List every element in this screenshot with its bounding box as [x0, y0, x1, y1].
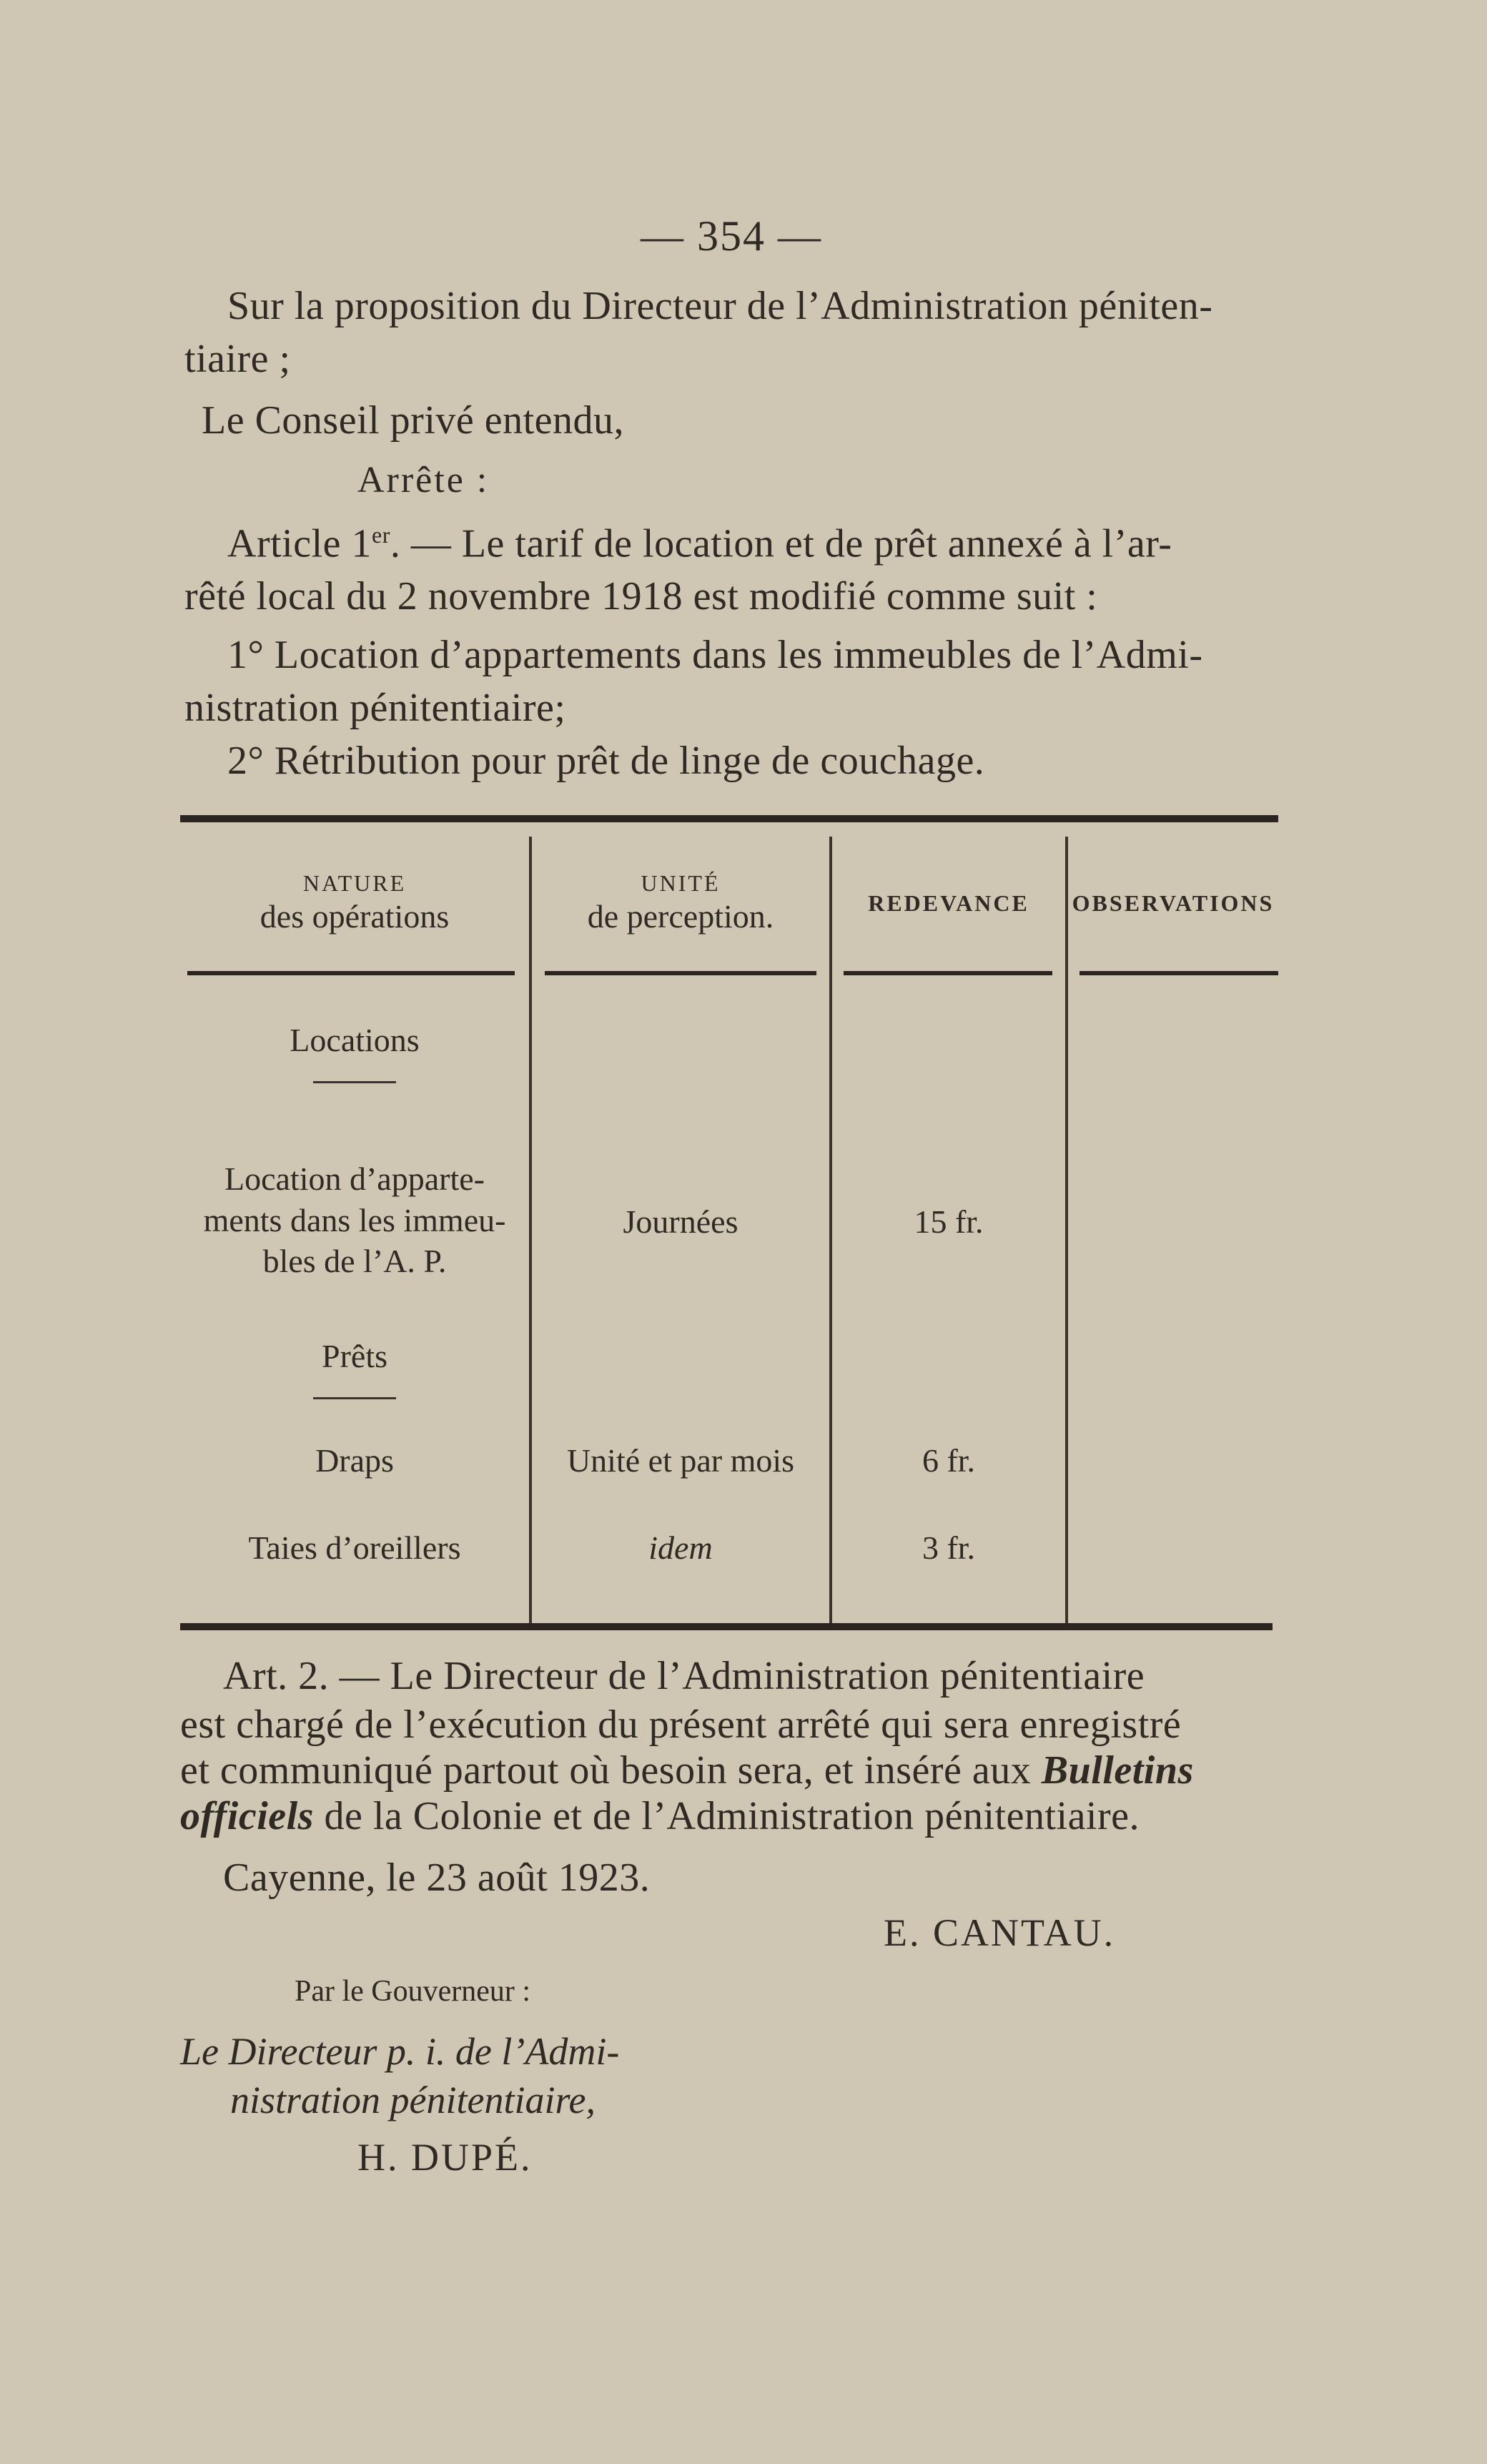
section-prets-rule [313, 1397, 396, 1399]
header-nature-top: NATURE [302, 870, 407, 896]
taies-nature: Taies d’oreillers [248, 1529, 461, 1566]
location-nature [180, 1158, 529, 1282]
article-2-line-1: Art. 2. — Le Directeur de l’Administration pénitentiaire [223, 1654, 1145, 1698]
column-divider-3 [1065, 837, 1068, 1630]
table-top-rule [180, 815, 1278, 822]
article-2-line-2: est chargé de l’exécution du présent arrêté qui sera enregistré [180, 1702, 1182, 1747]
intro-line-1: Sur la proposition du Directeur de l’Administration péniten- [227, 284, 1213, 328]
signer-cantau: E. CANTAU. [884, 1911, 1116, 1954]
article-2-line-4-text: de la Colonie et de l’Administration pénitentiaire. [324, 1794, 1140, 1838]
draps-nature: Draps [315, 1442, 394, 1479]
article-1-label: Article 1 [227, 521, 372, 566]
location-nature-line-1: Location d’apparte- [224, 1160, 485, 1197]
article-1-text: . — Le tarif de location et de prêt annexé à l’ar- [390, 521, 1172, 566]
location-nature-line-3: bles de l’A. P. [262, 1243, 447, 1279]
section-prets: Prêts [322, 1338, 387, 1374]
draps-unite: Unité et par mois [566, 1442, 795, 1479]
header-rule-4 [1080, 971, 1278, 975]
arrete-heading: Arrête : [357, 460, 490, 501]
location-nature-line-2: ments dans les immeu- [203, 1201, 506, 1238]
header-redevance: REDEVANCE [868, 890, 1029, 916]
header-nature [180, 869, 529, 937]
location-unite: Journées [623, 1203, 738, 1240]
officiels-word: officiels [180, 1794, 314, 1838]
header-rule-2 [545, 971, 816, 975]
item-1-line-1: 1° Location d’appartements dans les immeubles de l’Admi- [227, 633, 1203, 677]
header-unite [532, 869, 829, 937]
article-1-line-2: rêté local du 2 novembre 1918 est modifié comme suit : [184, 574, 1098, 619]
directeur-line-2: nistration pénitentiaire, [230, 2079, 596, 2121]
par-le-gouverneur: Par le Gouverneur : [295, 1975, 531, 2008]
header-unite-top: UNITÉ [641, 870, 721, 896]
taies-redevance: 3 fr. [922, 1529, 976, 1566]
draps-redevance: 6 fr. [922, 1442, 976, 1479]
article-2-line-3-text: et communiqué partout où besoin sera, et inséré aux [180, 1748, 1032, 1793]
taies-unite: idem [648, 1529, 713, 1566]
section-locations-rule [313, 1081, 396, 1083]
article-1-line-1 [227, 523, 1172, 564]
article-2-line-3 [180, 1748, 1194, 1793]
signer-dupe: H. DUPÉ. [357, 2136, 533, 2179]
header-rule-1 [187, 971, 515, 975]
tariff-table [180, 815, 1278, 1637]
header-unite-bottom: de perception. [587, 898, 774, 935]
header-observations: OBSERVATIONS [1072, 890, 1275, 916]
table-bottom-rule [180, 1623, 1273, 1630]
conseil-line: Le Conseil privé entendu, [202, 398, 625, 443]
item-1-line-2: nistration pénitentiaire; [184, 686, 566, 730]
intro-line-2: tiaire ; [184, 337, 291, 381]
directeur-line-1: Le Directeur p. i. de l’Admi- [180, 2030, 620, 2073]
bulletins-word: Bulletins [1041, 1748, 1194, 1793]
location-redevance: 15 fr. [914, 1203, 984, 1240]
page-number: — 354 — [641, 212, 822, 260]
article-2-line-4 [180, 1796, 1140, 1836]
place-date: Cayenne, le 23 août 1923. [223, 1856, 651, 1900]
item-2-line: 2° Rétribution pour prêt de linge de couchage. [227, 739, 985, 783]
header-rule-3 [844, 971, 1052, 975]
article-1-superscript: er [371, 522, 390, 548]
header-nature-bottom: des opérations [260, 898, 450, 935]
section-locations: Locations [290, 1022, 420, 1058]
